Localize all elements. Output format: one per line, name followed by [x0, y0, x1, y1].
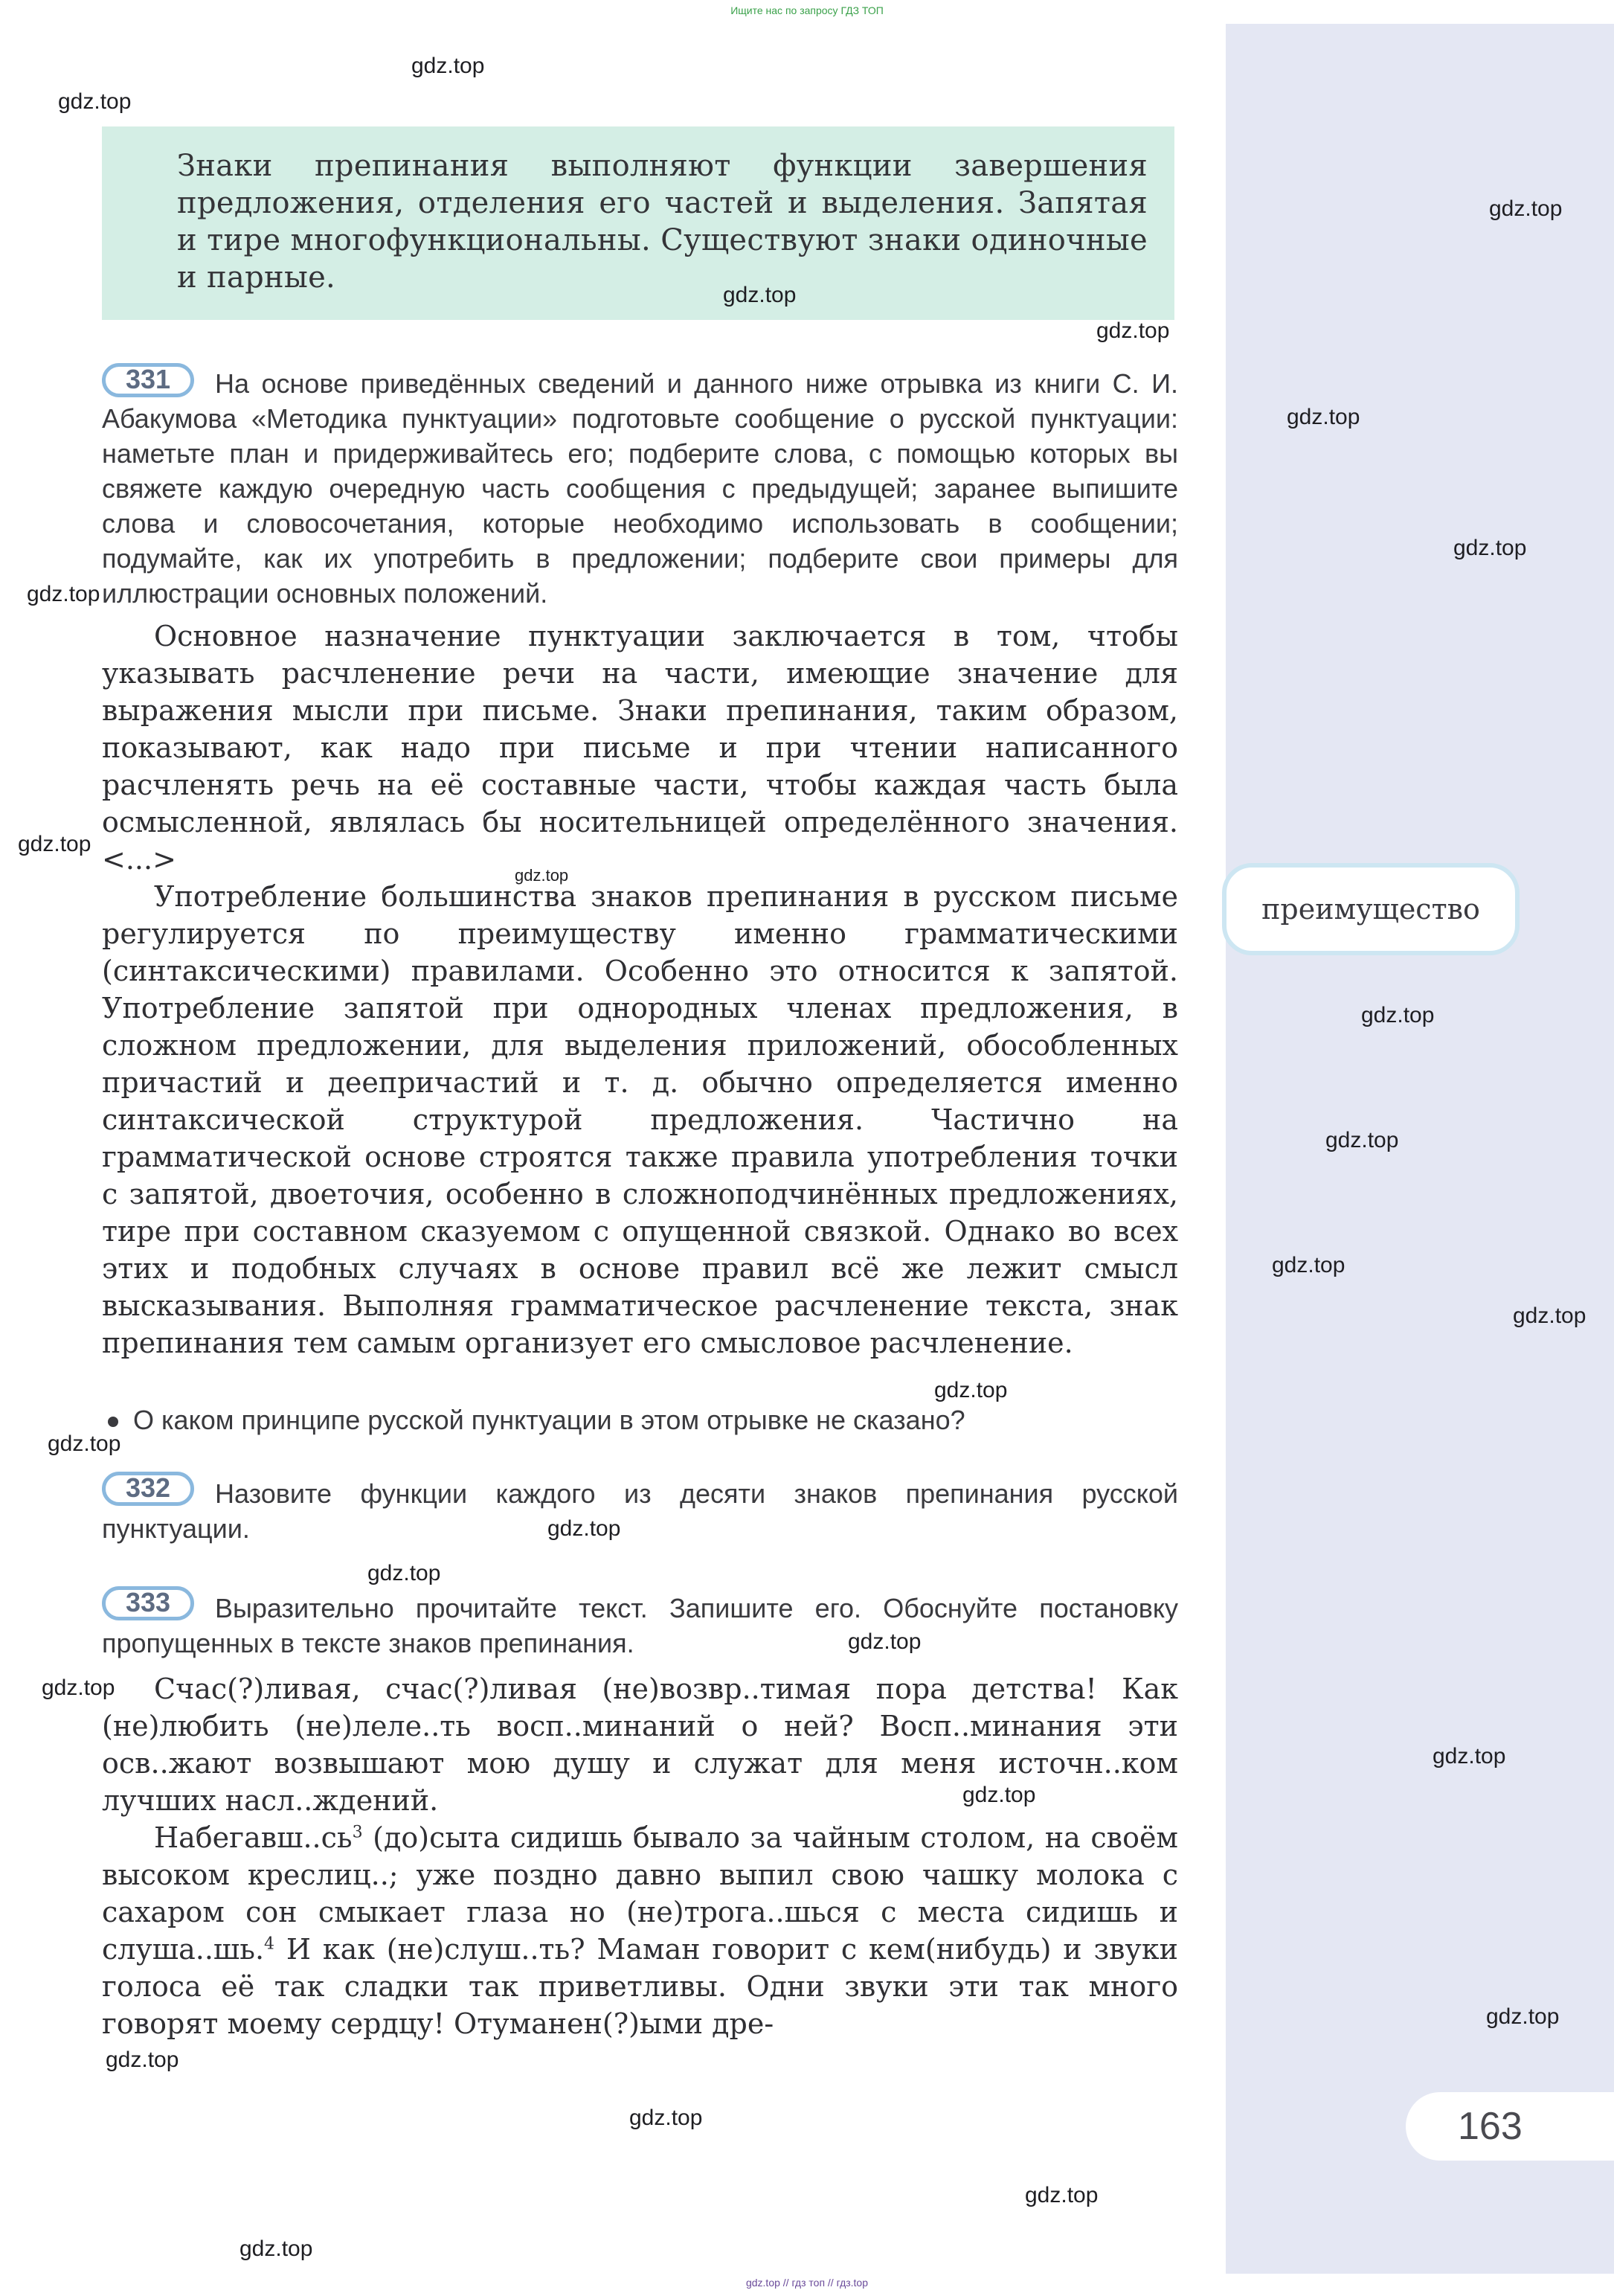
watermark: gdz.top: [629, 2106, 703, 2130]
watermark: gdz.top: [962, 1783, 1036, 1807]
task-331-instruction: На основе приведённых сведений и данного ниже отрывка из книги С. И. Абакумова «Методика пунктуации» подготовьте сообщение о русской пунктуации: наметьте план и придерживайтесь его; подберите слова, с помощью которых вы свяжете каждую очередную часть сообщения с предыдущей; заранее выпишите слова и словосочетания, которые необходимо использовать в сообщении; подумайте, как их употребить в предложении; подберите свои примеры для иллюстрации основных положений.: [102, 368, 1178, 609]
watermark: gdz.top: [18, 832, 91, 856]
watermark: gdz.top: [515, 866, 569, 885]
watermark: gdz.top: [723, 283, 797, 307]
watermark: gdz.top: [547, 1516, 621, 1541]
watermark: gdz.top: [239, 2236, 313, 2261]
task-331-text: [102, 366, 1178, 611]
watermark: gdz.top: [1287, 405, 1360, 429]
page-number: 163: [1406, 2092, 1614, 2161]
bottom-banner: gdz.top // гдз топ // гдз.top: [745, 2277, 869, 2289]
task-333-number: 333: [102, 1586, 194, 1620]
task-333-instruction: Выразительно прочитайте текст. Запишите его. Обоснуйте постановку пропущенных в тексте знаков препинания.: [102, 1593, 1178, 1658]
excerpt-paragraph-1: Основное назначение пунктуации заключается в том, чтобы указывать расчленение речи на части, имеющие значение для выражения мысли при письме. Знаки препинания, таким образом, показывают, как надо при письме и при чтении написанного расчленять речь на её составные части, чтобы каждая часть была осмысленной, являлась бы носительницей определённого значения. <...>: [102, 620, 1178, 876]
watermark: gdz.top: [106, 2048, 179, 2072]
watermark: gdz.top: [58, 89, 132, 114]
text-333-paragraph-1: Счас(?)ливая, счас(?)ливая (не)возвр..тимая пора детства! Как (не)любить (не)леле..ть восп..минаний о ней? Восп..минания эти осв..жают возвышают мою душу и служат для меня источн..ком лучших насл..ждений.: [102, 1673, 1178, 1817]
watermark: gdz.top: [27, 582, 100, 606]
watermark: gdz.top: [1325, 1128, 1399, 1152]
question-line: [108, 1405, 965, 1436]
footnote-4-marker: 4: [264, 1934, 275, 1954]
top-banner: Ищите нас по запросу ГДЗ ТОП: [730, 4, 884, 16]
watermark: gdz.top: [1096, 318, 1170, 343]
watermark: gdz.top: [1513, 1303, 1586, 1328]
watermark: gdz.top: [1272, 1253, 1345, 1277]
watermark: gdz.top: [848, 1629, 922, 1654]
watermark: gdz.top: [934, 1378, 1008, 1402]
watermark: gdz.top: [1025, 2183, 1099, 2207]
watermark: gdz.top: [1486, 2004, 1560, 2029]
watermark: gdz.top: [42, 1675, 115, 1700]
task-333-text: [102, 1591, 1178, 1661]
watermark: gdz.top: [1433, 1744, 1506, 1769]
task-332-number: 332: [102, 1472, 194, 1506]
task-332-text: [102, 1476, 1178, 1546]
side-note-word: преимущество: [1222, 863, 1520, 955]
text-333-part-c: И как (не)слуш..ть? Маман говорит с кем(нибудь) и звуки голоса её так сладки так приветливы. Одни звуки эти так много говорят моему сердцу! Отуманен(?)ыми дре-: [102, 1933, 1178, 2040]
margin-sidebar: [1226, 24, 1614, 2274]
rule-text: Знаки препинания выполняют функции завершения предложения, отделения его частей и выделения. Запятая и тире многофункциональны. Существуют знаки одиночные и парные.: [177, 149, 1148, 295]
watermark: gdz.top: [411, 54, 485, 78]
watermark: gdz.top: [1489, 196, 1563, 221]
task-331-number: 331: [102, 363, 194, 397]
footnote-3-marker: 3: [352, 1823, 363, 1842]
watermark: gdz.top: [1453, 536, 1527, 560]
watermark: gdz.top: [1361, 1003, 1435, 1027]
excerpt-paragraph-2: Употребление большинства знаков препинания в русском письме регулируется по преимуществу именно грамматическими (синтаксическими) правилами. Особенно это относится к запятой. Употребление запятой при однородных членах предложения, в сложном предложении, для выделения приложений, обособленных причастий и деепричастий и т. д. обычно определяется именно синтаксической структурой предложения. Частично на грамматической основе строятся также правила употребления точки с запятой, двоеточия, особенно в сложноподчинённых предложениях, тире при составном сказуемом с опущенной связкой. Однако во всех этих и подобных случаях в основе правил всё же лежит смысл высказывания. Выполняя грамматическое расчленение текста, знак препинания тем самым организует его смысловое расчленение.: [102, 880, 1178, 1359]
text-333: [102, 1670, 1178, 2042]
watermark: gdz.top: [367, 1561, 441, 1585]
task-332-instruction: Назовите функции каждого из десяти знаков препинания русской пунктуации.: [102, 1478, 1178, 1544]
text-333-part-a: Набегавш..сь: [154, 1821, 353, 1854]
bullet-icon: [108, 1417, 118, 1427]
text-333-part-b: (до)сыта сидишь бывало за чайным столом, на своём высоком креслиц..; уже поздно давно выпил свою чашку молока с сахаром сон смыкает глаза но (не)трога..шься с места сидишь и слуша..шь.: [102, 1821, 1178, 1966]
watermark: gdz.top: [48, 1431, 121, 1456]
text-333-paragraph-2: [102, 1819, 1178, 2042]
excerpt: [102, 618, 1178, 1362]
question-text: О каком принципе русской пунктуации в этом отрывке не сказано?: [133, 1405, 965, 1435]
